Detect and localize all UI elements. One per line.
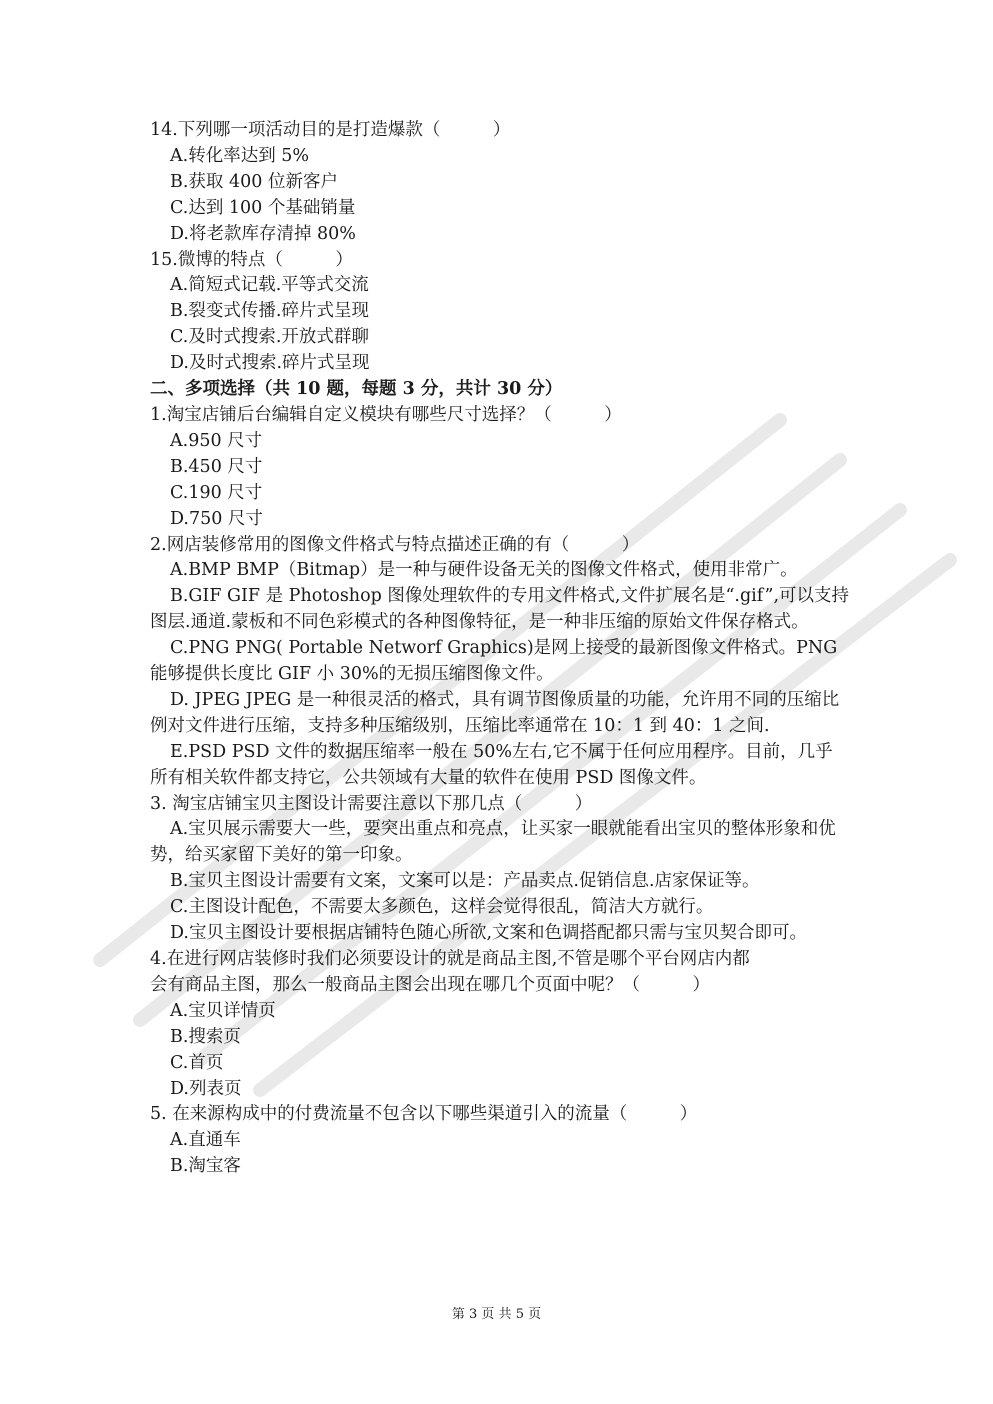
option: B.裂变式传播.碎片式呈现	[170, 301, 369, 322]
option: B.搜索页	[170, 1026, 241, 1047]
option: D. JPEG JPEG 是一种很灵活的格式，具有调节图像质量的功能，允许用不同的压缩比例对文件进行压缩，支持多种压缩级别，压缩比率通常在 10：1 到 40：1 之间.	[150, 689, 840, 736]
option: D.750 尺寸	[170, 508, 263, 529]
option: C.及时式搜索.开放式群聊	[170, 327, 369, 348]
option: B.淘宝客	[170, 1156, 241, 1177]
question-15	[150, 248, 850, 378]
question-m5	[150, 1102, 850, 1180]
option: A.950 尺寸	[170, 430, 263, 451]
question-text-line: 会有商品主图，那么一般商品主图会出现在哪几个页面中呢？（ ）	[150, 974, 710, 995]
option: A.简短式记载.平等式交流	[170, 275, 369, 296]
option: C.达到 100 个基础销量	[170, 197, 356, 218]
question-text: 14.下列哪一项活动目的是打造爆款（ ）	[150, 120, 511, 140]
option: B.450 尺寸	[170, 456, 263, 477]
option: A.直通车	[170, 1130, 241, 1151]
option: A.宝贝展示需要大一些，要突出重点和亮点，让买家一眼就能看出宝贝的整体形象和优势，给买家留下美好的第一印象。	[150, 819, 836, 866]
option: B.宝贝主图设计需要有文案，文案可以是：产品卖点.促销信息.店家保证等。	[170, 871, 760, 892]
section-title: 二、多项选择（共 10 题，每题 3 分，共计 30 分）	[150, 379, 563, 400]
option: A.宝贝详情页	[170, 1000, 276, 1021]
question-text: 2.网店装修常用的图像文件格式与特点描述正确的有（ ）	[150, 534, 640, 555]
option: B.获取 400 位新客户	[170, 171, 338, 192]
option: C.主图设计配色，不需要太多颜色，这样会觉得很乱，简洁大方就行。	[170, 897, 714, 918]
question-m4	[150, 947, 850, 1102]
question-text: 1.淘宝店铺后台编辑自定义模块有哪些尺寸选择？（ ）	[150, 404, 622, 425]
question-text: 3. 淘宝店铺宝贝主图设计需要注意以下那几点（ ）	[150, 793, 593, 814]
question-text: 15.微博的特点（ ）	[150, 249, 353, 270]
option: D.将老款库存清掉 80%	[170, 223, 356, 244]
option: C.190 尺寸	[170, 482, 263, 503]
question-m1	[150, 403, 850, 533]
question-14	[150, 118, 850, 248]
option: A.转化率达到 5%	[170, 145, 310, 166]
option: C.PNG PNG( Portable Networf Graphics)是网上接受的最新图像文件格式。PNG 能够提供长度比 GIF 小 30%的无损压缩图像文件。	[150, 638, 838, 685]
option: B.GIF GIF 是 Photoshop 图像处理软件的专用文件格式,文件扩展名是“.gif”,可以支持图层.通道.蒙板和不同色彩模式的各种图像特征，是一种非压缩的原始文件保存格式。	[150, 586, 850, 633]
question-m2	[150, 533, 850, 792]
option: D.列表页	[170, 1078, 242, 1099]
option: A.BMP BMP（Bitmap）是一种与硬件设备无关的图像文件格式，使用非常广。	[170, 560, 798, 581]
question-text-line: 4.在进行网店装修时我们必须要设计的就是商品主图,不管是哪个平台网店内都	[150, 949, 750, 969]
question-text: 5. 在来源构成中的付费流量不包含以下哪些渠道引入的流量（ ）	[150, 1104, 698, 1125]
question-m3	[150, 792, 850, 947]
option: D.及时式搜索.碎片式呈现	[170, 353, 370, 374]
exam-content	[150, 118, 850, 1180]
option: E.PSD PSD 文件的数据压缩率一般在 50%左右,它不属于任何应用程序。目前，几乎所有相关软件都支持它，公共领域有大量的软件在使用 PSD 图像文件。	[150, 741, 833, 788]
page-footer: 第 3 页 共 5 页	[451, 1307, 542, 1322]
option: C.首页	[170, 1052, 224, 1073]
option: D.宝贝主图设计要根据店铺特色随心所欲,文案和色调搭配都只需与宝贝契合即可。	[170, 923, 808, 944]
